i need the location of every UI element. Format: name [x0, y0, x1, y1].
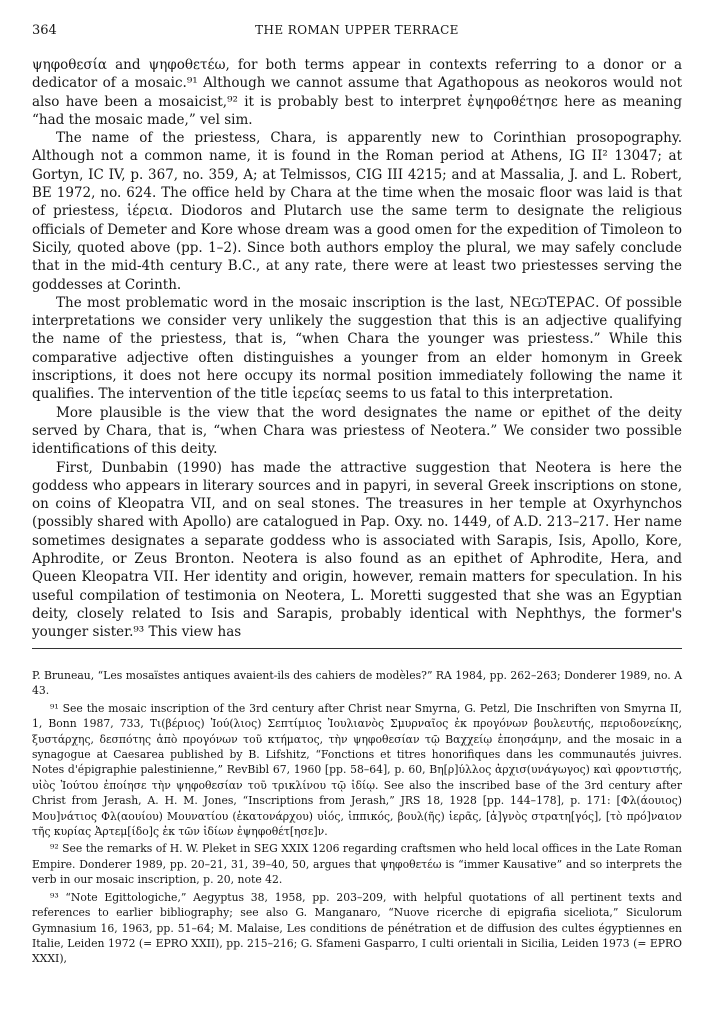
footnote-93: ⁹³ “Note Egittologiche,” Aegyptus 38, 1958, pp. 203–209, with helpful quotations of all pertinent texts and references to earlier bibliography; see also G. Manganaro, “Nuove ricerche di epigrafia siceliota,” Siculorum Gymnasium 16, 1963, pp. 51–64; M. Malaise, Les conditions de pénétration et de diffusion des cultes égyptiennes en Italie, Leiden 1972 (= EPRO XXII), pp. 215–216; G. Sfameni Gasparro, I culti orientali in Sicilia, Leiden 1973 (= EPRO XXXI),: [32, 890, 682, 966]
page-header: [32, 23, 682, 41]
footnote-divider: [32, 648, 682, 649]
footnotes: [32, 668, 682, 969]
paragraph-1: ψηφοθεσία and ψηφοθετέω, for both terms appear in contexts referring to a donor or a dedicator of a mosaic.⁹¹ Although we cannot assume that Agathopous as neokoros would not also have been a mosaicist,⁹² it is probably best to interpret ἐψηφοθέτησε here as meaning “had the mosaic made,” vel sim.: [32, 57, 682, 128]
page-number: 364: [32, 23, 57, 38]
paragraph-3: The most problematic word in the mosaic inscription is the last, ΝΕѠΤΕΡΑϹ. Of possible interpretations we consider very unlikely the suggestion that this is an adjective qualifying the name of the priestess, that is, “when Chara the younger was priestess.” While this comparative adjective often distinguishes a younger from an elder homonym in Greek inscriptions, it does not here occupy its normal position immediately following the name it qualifies. The intervention of the title ἱερείας seems to us fatal to this interpretation.: [32, 294, 682, 403]
paragraph-4: More plausible is the view that the word designates the name or epithet of the deity served by Chara, that is, “when Chara was priestess of Neotera.” We consider two possible identifications of this deity.: [32, 404, 682, 458]
paragraph-2: The name of the priestess, Chara, is apparently new to Corinthian prosopography. Although not a common name, it is found in the Roman period at Athens, IG II² 13047; at Gortyn, IC IV, p. 367, no. 359, A; at Telmissos, CIG III 4215; and at Massalia, J. and L. Robert, BE 1972, no. 624. The office held by Chara at the time when the mosaic floor was laid is that of priestess, ἱέρεια. Diodoros and Plutarch use the same term to designate the religious officials of Demeter and Kore whose dream was a good omen for the expedition of Timoleon to Sicily, quoted above (pp. 1–2). Since both authors employ the plural, we may safely conclude that in the mid-4th century B.C., at any rate, there were at least two priestesses serving the goddesses at Corinth.: [32, 130, 682, 293]
footnote-91: ⁹¹ See the mosaic inscription of the 3rd century after Christ near Smyrna, G. Petzl, Die Inschriften von Smyrna II, 1, Bonn 1987, 733, Τι(βέριος) Ἰού(λιος) Σεπτίμιος Ἰουλιανὸς Σμυρναῖος ἐκ προγόνων βουλευτής, περιοδονείκης, ξυστάρχης, δεσπότης ἀπὸ προγόνων τοῦ κτήματος, τὴν ψηφοθεσίαν τῷ Βαχχείῳ ἐποησάμην, and the mosaic in a synagogue at Caesarea published by B. Lifshitz, “Fonctions et titres honorifiques dans les communautés juivres. Notes d'épigraphie palestinienne,” RevBibl 67, 1960 [pp. 58–64], p. 60, Βη[ρ]ύλλος ἀρχισ(υνάγωγος) καὶ φροντιστής, υἱὸς Ἰούτου ἐποίησε τὴν ψηφοθεσίαν τοῦ τρικλίνου τῷ ἰδίῳ. See also the inscribed base of the 3rd century after Christ from Jerash, A. H. M. Jones, “Inscriptions from Jerash,” JRS 18, 1928 [pp. 144–178], p. 171: [Φλ(άουιος) Μου]νάτιος Φλ(αουίου) Μουνατίου (ἑκατονάρχου) υἱός, ἱππικός, βουλ(ῆς) ἱερᾶς, [ἀ]γνὸς στρατη[γός], [τὸ πρό]ναιον τῆς κυρίας Ἀρτεμ[ίδο]ς ἐκ τῶν ἰδίων ἐψηφοθέτ[ησε]ν.: [32, 701, 682, 839]
running-title: THE ROMAN UPPER TERRACE: [255, 23, 459, 37]
footnote-92: ⁹² See the remarks of H. W. Pleket in SEG XXIX 1206 regarding craftsmen who held local offices in the Late Roman Empire. Donderer 1989, pp. 20–21, 31, 39–40, 50, argues that ψηφοθετέω is “immer Kausative” and so interprets the verb in our mosaic inscription, p. 20, note 42.: [32, 842, 682, 887]
main-text: [32, 56, 682, 642]
paragraph-5: First, Dunbabin (1990) has made the attractive suggestion that Neotera is here the goddess who appears in literary sources and in papyri, in several Greek inscriptions on stone, on coins of Kleopatra VII, and on seal stones. The treasures in her temple at Oxyrhynchos (possibly shared with Apollo) are catalogued in Pap. Oxy. no. 1449, of A.D. 213–217. Her name sometimes designates a separate goddess who is associated with Sarapis, Isis, Apollo, Kore, Aphrodite, or Zeus Bronton. Neotera is also found as an epithet of Aphrodite, Hera, and Queen Kleopatra VII. Her identity and origin, however, remain matters for speculation. In his useful compilation of testimonia on Neotera, L. Moretti suggested that she was an Egyptian deity, closely related to Isis and Sarapis, probably identical with Nephthys, the former's younger sister.⁹³ This view has: [32, 459, 682, 641]
footnote-continued: P. Bruneau, “Les mosaïstes antiques avaient-ils des cahiers de modèles?” RA 1984, pp. 262–263; Donderer 1989, no. A 43.: [32, 669, 682, 698]
